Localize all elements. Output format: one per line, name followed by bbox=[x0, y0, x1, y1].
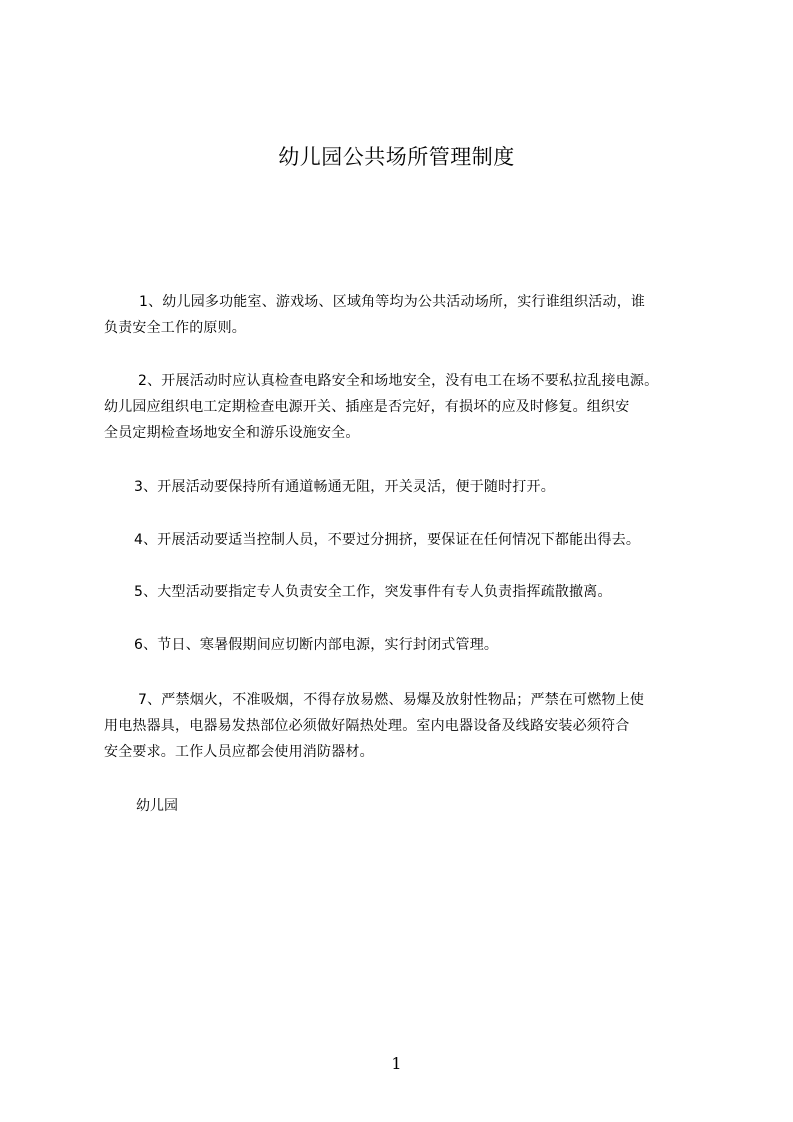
paragraph-3 bbox=[104, 474, 718, 500]
paragraph-line: 全员定期检查场地安全和游乐设施安全。 bbox=[104, 425, 360, 441]
page-number: 1 bbox=[391, 1054, 402, 1073]
paragraph-2 bbox=[104, 368, 718, 446]
paragraph-line: 5、大型活动要指定专人负责安全工作，突发事件有专人负责指挥疏散撤离。 bbox=[134, 584, 612, 600]
paragraph-line: 负责安全工作的原则。 bbox=[104, 320, 246, 336]
paragraph-line: 用电热器具，电器易发热部位必须做好隔热处理。室内电器设备及线路安装必须符合 bbox=[104, 718, 630, 734]
paragraph-7 bbox=[104, 687, 718, 765]
paragraph-line: 1、幼儿园多功能室、游戏场、区域角等均为公共活动场所，实行谁组织活动，谁 bbox=[139, 294, 646, 310]
paragraph-line: 安全要求。工作人员应都会使用消防器材。 bbox=[104, 744, 374, 760]
paragraph-5 bbox=[104, 579, 718, 605]
paragraph-6 bbox=[104, 632, 718, 658]
paragraph-line: 幼儿园应组织电工定期检查电源开关、插座是否完好，有损坏的应及时修复。组织安 bbox=[104, 399, 630, 415]
paragraph-4 bbox=[104, 527, 718, 553]
paragraph-line: 3、开展活动要保持所有通道畅通无阻，开关灵活，便于随时打开。 bbox=[134, 479, 555, 495]
paragraph-line: 2、开展活动时应认真检查电路安全和场地安全，没有电工在场不要私拉乱接电源。 bbox=[138, 373, 659, 389]
paragraph-line: 7、严禁烟火，不准吸烟，不得存放易燃、易爆及放射性物品；严禁在可燃物上使 bbox=[138, 692, 645, 708]
signature: 幼儿园 bbox=[136, 798, 178, 814]
document-title: 幼儿园公共场所管理制度 bbox=[278, 145, 515, 169]
paragraph-line: 6、节日、寒暑假期间应切断内部电源，实行封闭式管理。 bbox=[134, 637, 499, 653]
paragraph-1 bbox=[104, 289, 718, 341]
paragraph-line: 4、开展活动要适当控制人员，不要过分拥挤，要保证在任何情况下都能出得去。 bbox=[134, 532, 641, 548]
